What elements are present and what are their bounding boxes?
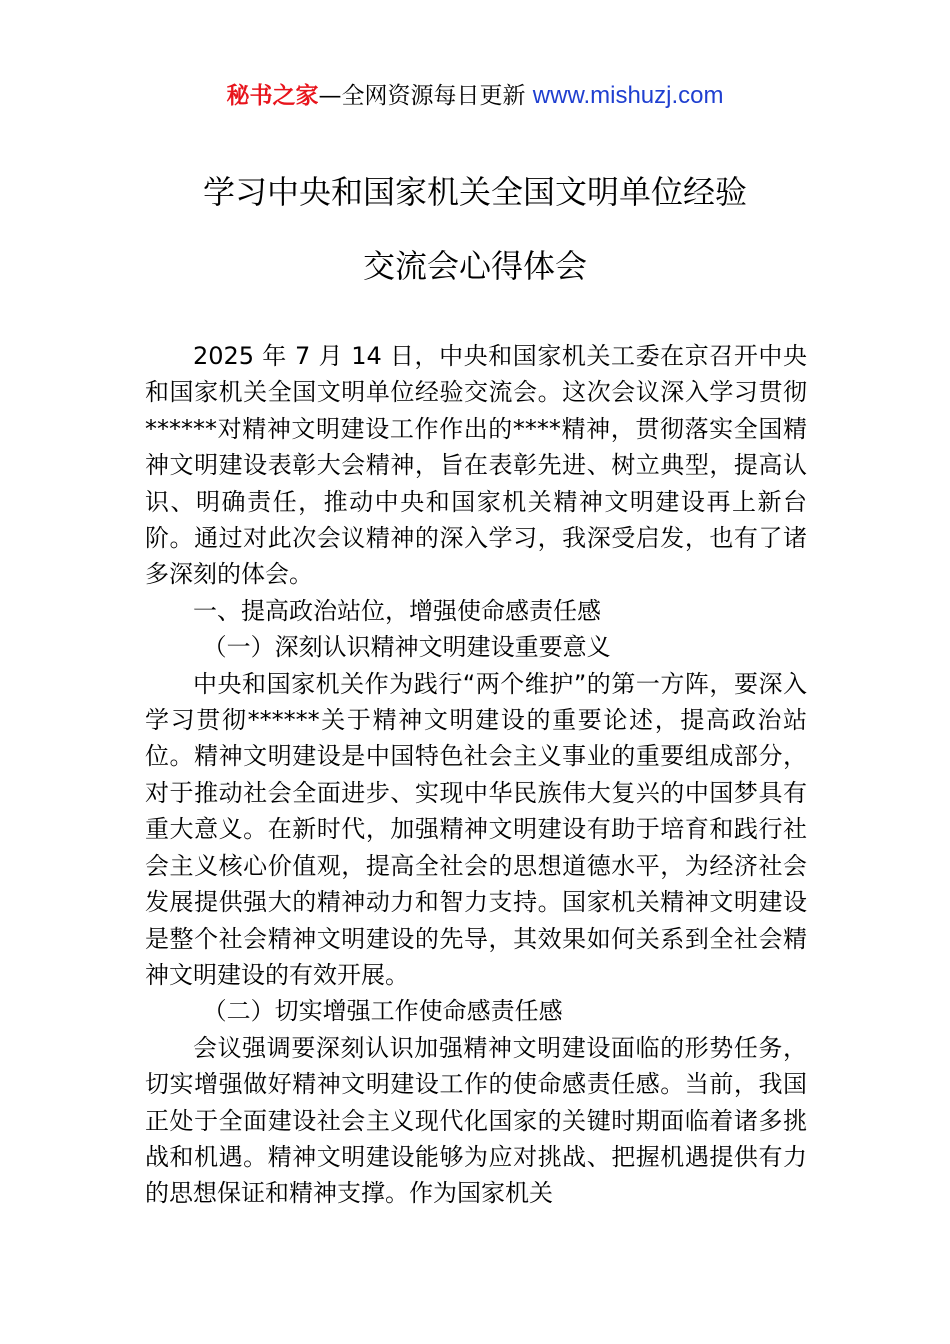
subsection-1-paragraph: 中央和国家机关作为践行“两个维护”的第一方阵，要深入学习贯彻******关于精神文明建设的重要论述，提高政治站位。精神文明建设是中国特色社会主义事业的重要组成部分，对于推动社会全面进步、实现中华民族伟大复兴的中国梦具有重大意义。在新时代，加强精神文明建设有助于培育和践行社会主义核心价值观，提高全社会的思想道德水平，为经济社会发展提供强大的精神动力和智力支持。国家机关精神文明建设是整个社会精神文明建设的先导，其效果如何关系到全社会精神文明建设的有效开展。 bbox=[145, 669, 807, 989]
document-title bbox=[120, 170, 830, 288]
site-url-link[interactable]: www.mishuzj.com bbox=[532, 82, 724, 109]
title-line-1: 学习中央和国家机关全国文明单位经验 bbox=[202, 173, 747, 211]
section-1-heading: 一、提高政治站位，增强使命感责任感 bbox=[193, 596, 601, 625]
subsection-1-heading: （一）深刻认识精神文明建设重要意义 bbox=[202, 633, 611, 662]
title-line-2: 交流会心得体会 bbox=[362, 247, 587, 285]
site-brand: 秘书之家 bbox=[226, 83, 319, 109]
subsection-2-heading: （二）切实增强工作使命感责任感 bbox=[202, 997, 563, 1026]
site-header bbox=[0, 78, 950, 114]
document-body bbox=[145, 338, 807, 1212]
intro-paragraph: 2025 年 7 月 14 日，中央和国家机关工委在京召开中央和国家机关全国文明单位经验交流会。这次会议深入学习贯彻******对精神文明建设工作作出的****精神，贯彻落实全国精神文明建设表彰大会精神，旨在表彰先进、树立典型，提高认识、明确责任，推动中央和国家机关精神文明建设再上新台阶。通过对此次会议精神的深入学习，我深受启发，也有了诸多深刻的体会。 bbox=[145, 342, 807, 589]
site-tagline: —全网资源每日更新 bbox=[318, 83, 526, 109]
subsection-2-paragraph: 会议强调要深刻认识加强精神文明建设面临的形势任务，切实增强做好精神文明建设工作的使命感责任感。当前，我国正处于全面建设社会主义现代化国家的关键时期面临着诸多挑战和机遇。精神文明建设能够为应对挑战、把握机遇提供有力的思想保证和精神支撑。作为国家机关 bbox=[145, 1033, 807, 1208]
